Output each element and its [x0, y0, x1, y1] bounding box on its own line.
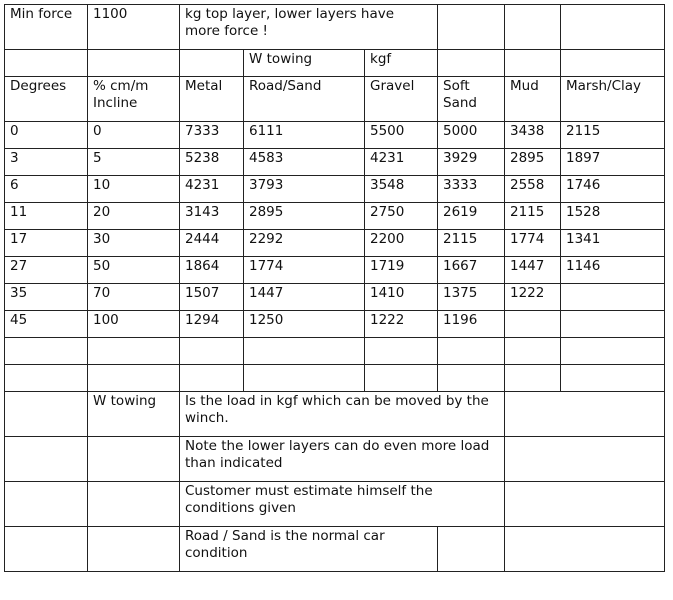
table-cell: 2115: [561, 122, 665, 149]
note-text: Road / Sand is the normal car condition: [180, 527, 438, 572]
table-row: [5, 311, 665, 338]
table-cell: 3333: [438, 176, 505, 203]
table-cell: 1864: [180, 257, 244, 284]
table-cell: 0: [5, 122, 88, 149]
table-cell: 1447: [244, 284, 365, 311]
empty-row: [5, 338, 665, 365]
note-text: Customer must estimate himself the conditions given: [180, 482, 505, 527]
empty-cell: [505, 527, 665, 572]
table-cell: 2115: [505, 203, 561, 230]
empty-cell: [5, 527, 88, 572]
empty-cell: [88, 482, 180, 527]
table-cell: 3548: [365, 176, 438, 203]
table-cell: 1146: [561, 257, 665, 284]
empty-cell: [505, 5, 561, 50]
table-cell: 30: [88, 230, 180, 257]
table-cell: 3438: [505, 122, 561, 149]
table-cell: 17: [5, 230, 88, 257]
table-cell: 10: [88, 176, 180, 203]
empty-cell: [505, 482, 665, 527]
note-row: [5, 527, 665, 572]
table-cell: [561, 284, 665, 311]
table-cell: 4231: [365, 149, 438, 176]
table-cell: 3: [5, 149, 88, 176]
table-cell: 2292: [244, 230, 365, 257]
column-header-row: [5, 77, 665, 122]
table-cell: 7333: [180, 122, 244, 149]
table-cell: 3929: [438, 149, 505, 176]
table-cell: 2895: [244, 203, 365, 230]
notes-label: W towing: [88, 392, 180, 437]
column-header: Road/Sand: [244, 77, 365, 122]
column-header: Marsh/Clay: [561, 77, 665, 122]
empty-cell: [505, 437, 665, 482]
min-force-value: 1100: [88, 5, 180, 50]
table-cell: 1196: [438, 311, 505, 338]
header-row: [5, 5, 665, 50]
table-cell: 27: [5, 257, 88, 284]
table-cell: [505, 311, 561, 338]
table-cell: 2895: [505, 149, 561, 176]
table-row: [5, 257, 665, 284]
table-cell: 20: [88, 203, 180, 230]
note-text: Note the lower layers can do even more load than indicated: [180, 437, 505, 482]
table-cell: 4231: [180, 176, 244, 203]
table-row: [5, 122, 665, 149]
table-cell: 1719: [365, 257, 438, 284]
table-cell: 2619: [438, 203, 505, 230]
empty-cell: [5, 482, 88, 527]
empty-cell: [561, 5, 665, 50]
table-cell: 1774: [505, 230, 561, 257]
table-row: [5, 176, 665, 203]
min-force-note: kg top layer, lower layers have more force !: [180, 5, 438, 50]
column-header: Degrees: [5, 77, 88, 122]
table-cell: 1375: [438, 284, 505, 311]
table-cell: 1250: [244, 311, 365, 338]
table-row: [5, 230, 665, 257]
table-cell: 5: [88, 149, 180, 176]
min-force-label: Min force: [5, 5, 88, 50]
table-cell: 100: [88, 311, 180, 338]
table-cell: 6: [5, 176, 88, 203]
table-cell: 1222: [365, 311, 438, 338]
empty-cell: [438, 5, 505, 50]
empty-cell: [438, 527, 505, 572]
table-cell: 70: [88, 284, 180, 311]
table-cell: 35: [5, 284, 88, 311]
empty-cell: [180, 50, 244, 77]
table-cell: 3143: [180, 203, 244, 230]
table-cell: 2750: [365, 203, 438, 230]
table-row: [5, 284, 665, 311]
table-cell: 1774: [244, 257, 365, 284]
table-cell: 1667: [438, 257, 505, 284]
table-cell: 2444: [180, 230, 244, 257]
table-cell: 2115: [438, 230, 505, 257]
table-cell: 1341: [561, 230, 665, 257]
column-header: Soft Sand: [438, 77, 505, 122]
empty-cell: [88, 527, 180, 572]
w-towing-header: W towing: [244, 50, 365, 77]
table-cell: 1294: [180, 311, 244, 338]
table-cell: 2558: [505, 176, 561, 203]
table-cell: 5000: [438, 122, 505, 149]
table-cell: 3793: [244, 176, 365, 203]
table-cell: 45: [5, 311, 88, 338]
empty-cell: [438, 50, 505, 77]
empty-cell: [88, 437, 180, 482]
table-cell: 11: [5, 203, 88, 230]
table-row: [5, 149, 665, 176]
empty-row: [5, 365, 665, 392]
note-row: [5, 482, 665, 527]
column-header: Mud: [505, 77, 561, 122]
table-cell: 1447: [505, 257, 561, 284]
table-row: [5, 203, 665, 230]
table-cell: 1897: [561, 149, 665, 176]
empty-cell: [505, 392, 665, 437]
empty-cell: [5, 50, 88, 77]
column-header: Metal: [180, 77, 244, 122]
table-cell: 0: [88, 122, 180, 149]
subheader-row: [5, 50, 665, 77]
table-cell: 5238: [180, 149, 244, 176]
empty-cell: [505, 50, 561, 77]
empty-cell: [88, 50, 180, 77]
table-cell: 2200: [365, 230, 438, 257]
empty-cell: [5, 437, 88, 482]
table-cell: 5500: [365, 122, 438, 149]
table-cell: 1507: [180, 284, 244, 311]
note-text: Is the load in kgf which can be moved by the winch.: [180, 392, 505, 437]
table-cell: 1410: [365, 284, 438, 311]
unit-header: kgf: [365, 50, 438, 77]
note-row: [5, 392, 665, 437]
table-cell: 1528: [561, 203, 665, 230]
empty-cell: [561, 50, 665, 77]
table-cell: 6111: [244, 122, 365, 149]
table-cell: 1222: [505, 284, 561, 311]
column-header: Gravel: [365, 77, 438, 122]
column-header: % cm/m Incline: [88, 77, 180, 122]
table-cell: 50: [88, 257, 180, 284]
note-row: [5, 437, 665, 482]
winch-force-table: [4, 4, 665, 572]
table-cell: [561, 311, 665, 338]
empty-cell: [5, 392, 88, 437]
table-cell: 1746: [561, 176, 665, 203]
table-cell: 4583: [244, 149, 365, 176]
